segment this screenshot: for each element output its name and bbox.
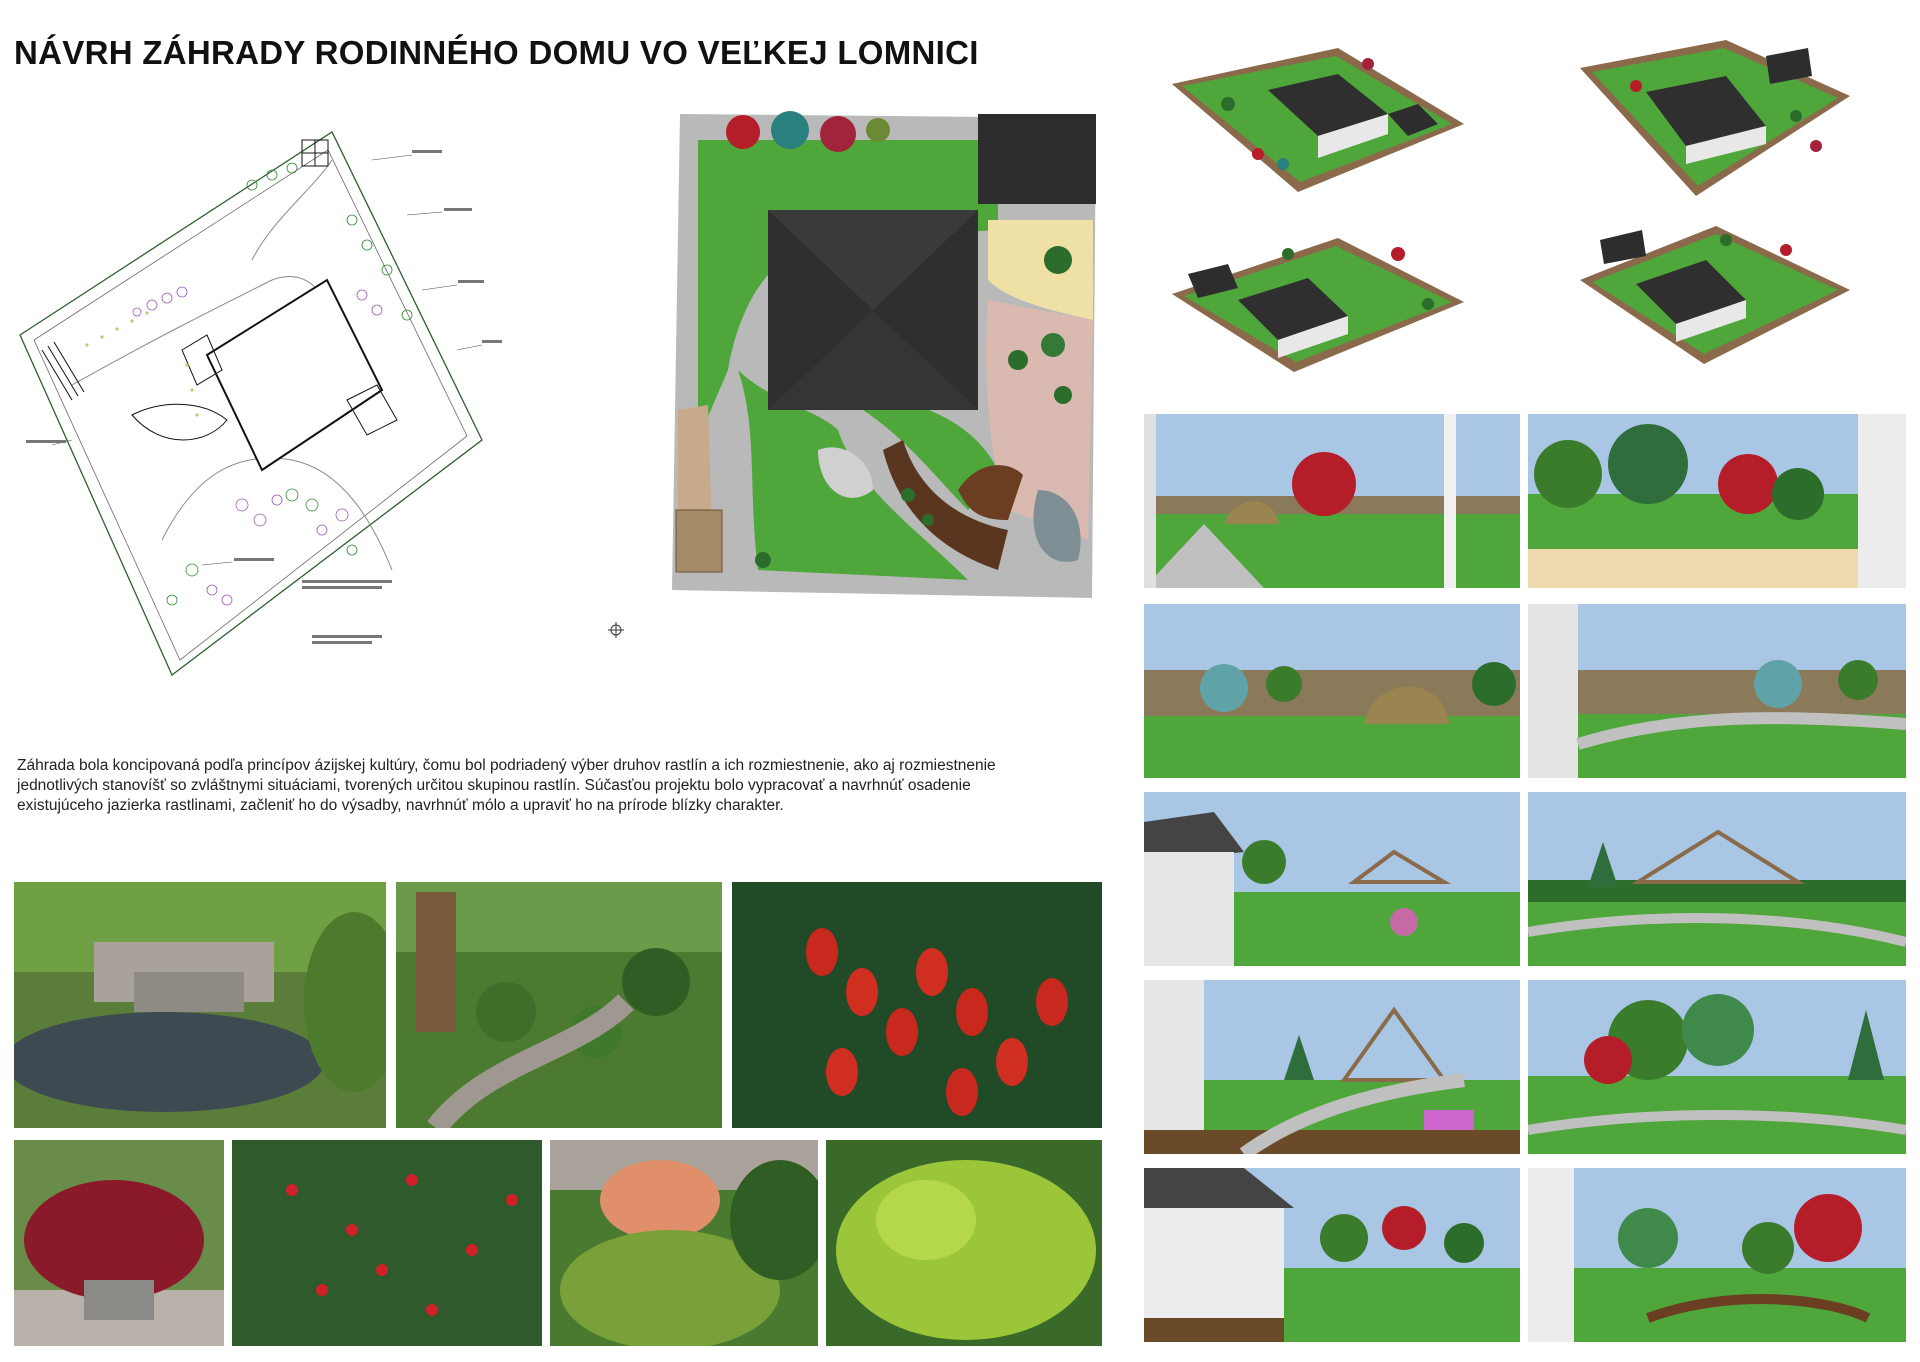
photo-pond-waterfall — [14, 882, 386, 1128]
render-view-3 — [1144, 604, 1520, 778]
photo-goji-berries — [732, 882, 1102, 1128]
photo-holly — [232, 1140, 542, 1346]
render-view-8 — [1528, 980, 1906, 1154]
render-view-1 — [1144, 414, 1520, 588]
render-view-6 — [1528, 792, 1906, 966]
aerial-3d-view-2 — [1576, 36, 1854, 201]
page-title: NÁVRH ZÁHRADY RODINNÉHO DOMU VO VEĽKEJ LOMNICI — [14, 34, 979, 71]
photo-asian-garden — [396, 882, 722, 1128]
render-view-2 — [1528, 414, 1906, 588]
aerial-3d-view-3 — [1168, 224, 1468, 376]
render-view-5 — [1144, 792, 1520, 966]
north-arrow-icon — [608, 622, 624, 638]
project-description — [17, 756, 1067, 816]
photo-japanese-maple — [14, 1140, 224, 1346]
aerial-3d-view-4 — [1576, 220, 1854, 368]
description-line-1: Záhrada bola koncipovaná podľa princípov ázijskej kultúry, čomu bol podriadený výber druhov rastlín a ich rozmiestnenie, ako aj rozmiestnenie — [17, 757, 996, 774]
render-view-10 — [1528, 1168, 1906, 1342]
plan-render-top-view — [668, 110, 1100, 602]
site-plan-drawing — [12, 100, 612, 710]
aerial-3d-view-1 — [1168, 44, 1468, 196]
render-view-7 — [1144, 980, 1520, 1154]
photo-dwarf-pine — [550, 1140, 818, 1346]
render-view-4 — [1528, 604, 1906, 778]
description-line-3: existujúceho jazierka rastlinami, začleniť ho do výsadby, navrhnúť mólo a upraviť ho na prírode blízky charakter. — [17, 797, 784, 814]
photo-yellow-shrub — [826, 1140, 1102, 1346]
description-line-2: jednotlivých stanovíšť so zvláštnymi situáciami, tvorených určitou skupinou rastlín. Súčasťou projektu bolo vypracovať a navrhnúť osadenie — [17, 777, 971, 794]
render-view-9 — [1144, 1168, 1520, 1342]
